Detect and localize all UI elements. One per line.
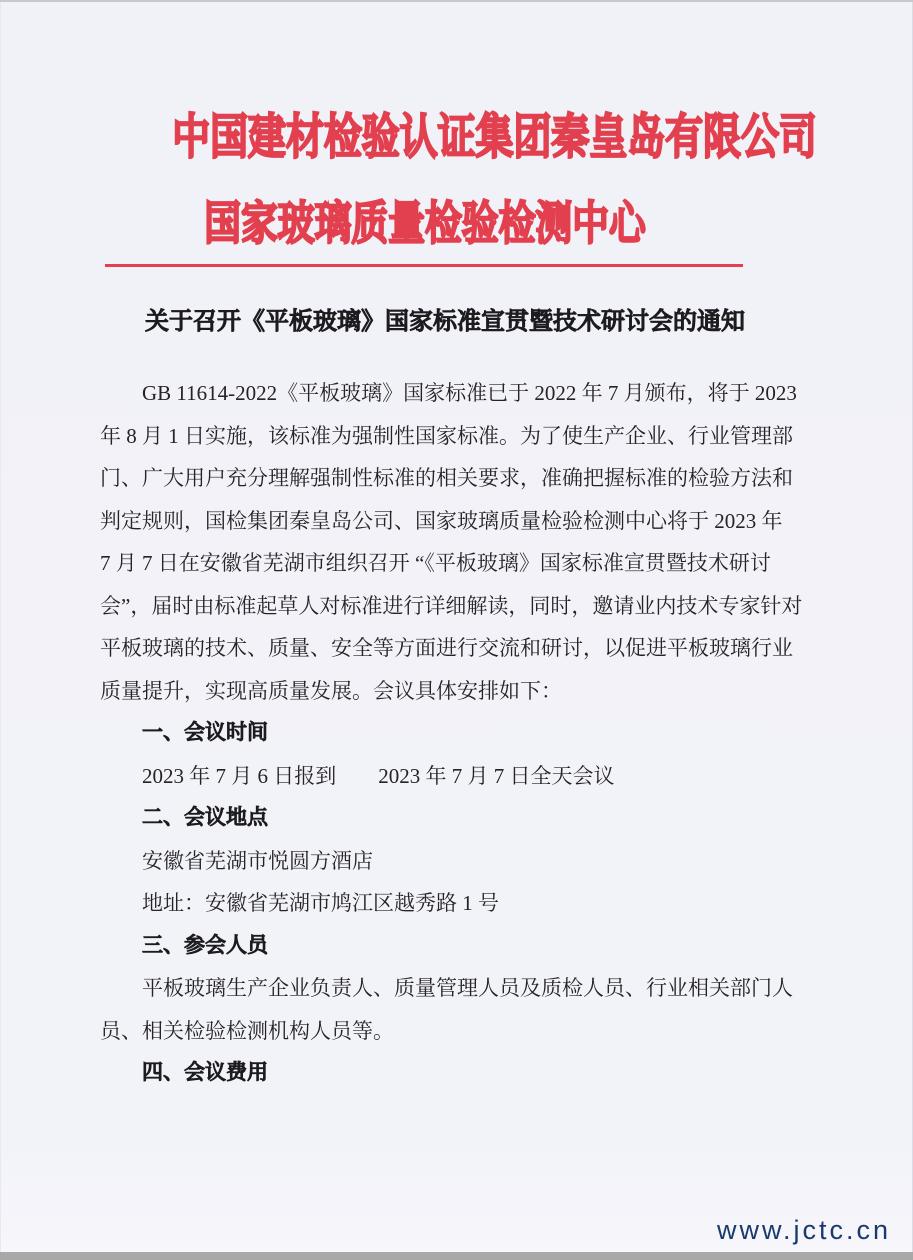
intro-line-7: 平板玻璃的技术、质量、安全等方面进行交流和研讨，以促进平板玻璃行业 [100, 636, 793, 660]
letterhead-divider-line [105, 264, 743, 267]
section-heading-meeting-time: 一、会议时间 [142, 721, 268, 744]
notice-body [100, 372, 803, 1095]
section-heading-meeting-fee: 四、会议费用 [142, 1061, 268, 1084]
intro-line-8: 质量提升，实现高质量发展。会议具体安排如下： [100, 678, 562, 703]
website-watermark: www.jctc.cn [716, 1215, 891, 1245]
participants-line-1: 平板玻璃生产企业负责人、质量管理人员及质检人员、行业相关部门人 [142, 976, 793, 1000]
intro-line-1: GB 11614-2022《平板玻璃》国家标准已于 2022 年 7 月颁布，将于 2023 [142, 381, 797, 405]
intro-line-4: 判定规则，国检集团秦皇岛公司、国家玻璃质量检验检测中心将于 2023 年 [100, 508, 783, 533]
meeting-address-line: 地址：安徽省芜湖市鸠江区越秀路 1 号 [142, 891, 499, 915]
intro-line-5: 7 月 7 日在安徽省芜湖市组织召开 “《平板玻璃》国家标准宣贯暨技术研讨 [100, 551, 771, 575]
intro-line-2: 年 8 月 1 日实施，该标准为强制性国家标准。为了使生产企业、行业管理部 [100, 423, 793, 448]
letterhead-company-name: 中国建材检验认证集团秦皇岛有限公司 [172, 111, 817, 164]
section-heading-participants: 三、参会人员 [142, 933, 268, 957]
notice-title: 关于召开《平板玻璃》国家标准宣贯暨技术研讨会的通知 [145, 308, 745, 335]
intro-line-6: 会”，届时由标准起草人对标准进行详细解读，同时，邀请业内技术专家针对 [100, 593, 803, 618]
participants-line-2: 员、相关检验检测机构人员等。 [100, 1018, 394, 1043]
scan-bottom-edge [0, 1252, 913, 1260]
intro-line-3: 门、广大用户充分理解强制性标准的相关要求，准确把握标准的检验方法和 [100, 466, 793, 490]
letterhead [105, 110, 817, 250]
section-heading-meeting-place: 二、会议地点 [142, 806, 268, 829]
letterhead-center-name: 国家玻璃质量检验检测中心 [204, 197, 646, 249]
meeting-hotel-line: 安徽省芜湖市悦圆方酒店 [142, 848, 373, 873]
meeting-time-line: 2023 年 7 月 6 日报到 2023 年 7 月 7 日全天会议 [142, 763, 615, 788]
